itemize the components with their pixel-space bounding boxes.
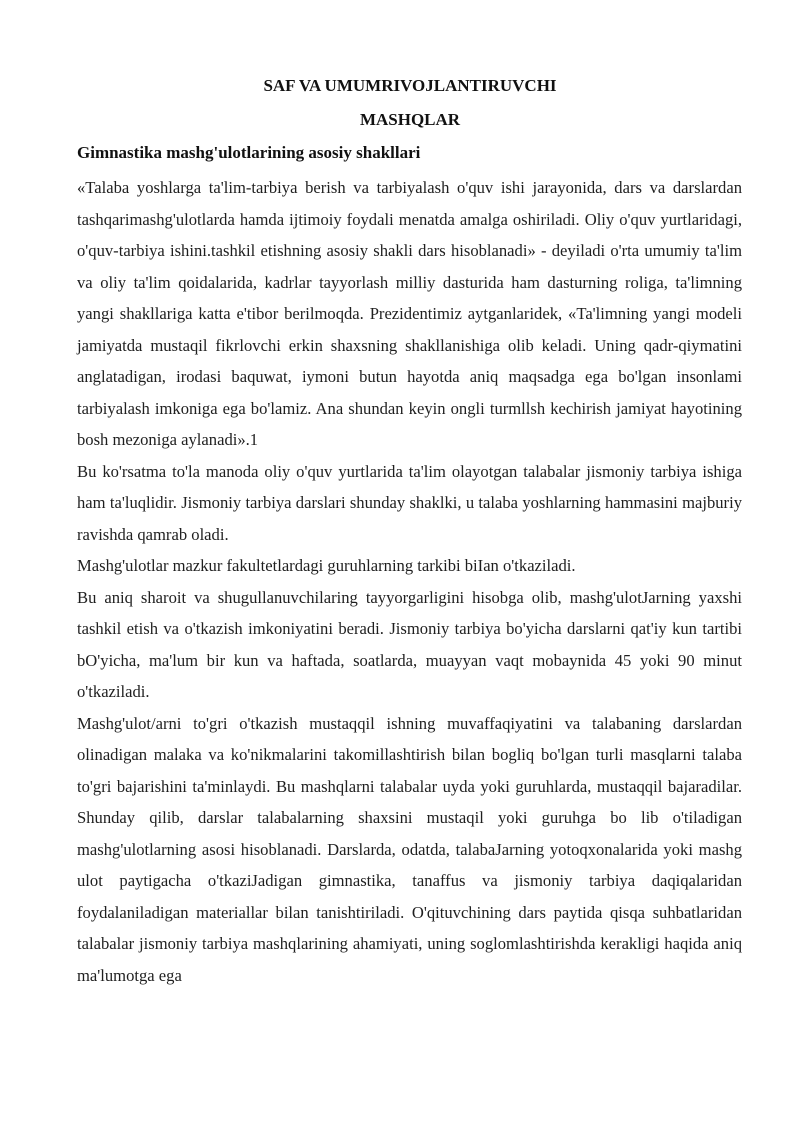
paragraph-3: Mashg'ulotlar mazkur fakultetlardagi guruhlarning tarkibi biIan o'tkaziladi. [77, 556, 576, 575]
paragraph-4: Bu aniq sharoit va shugullanuvchilaring tayyorgarligini hisobga olib, mashg'ulotJarning yaxshi tashkil etish va o'tkazish imkoniyatini beradi. Jismoniy tarbiya bo'yicha darslarni qat'iy kun tartibi bO'yicha, ma'lum bir kun va haftada, soatlarda, muayyan vaqt mobaynida 45 yoki 90 minut o'tkaziladi. [77, 587, 742, 701]
paragraph-2: Bu ko'rsatma to'la manoda oliy o'quv yurtlarida ta'lim olayotgan talabalar jismoniy tarbiya ishiga ham ta'luqlidir. Jismoniy tarbiya darslari shunday shaklki, u talaba yoshlarning hammasini majburiy ravishda qamrab oladi. [77, 461, 742, 544]
document-title-line-2: MASHQLAR [359, 110, 461, 129]
document-title-line-1: SAF VA UMUMRIVOJLANTIRUVCHI [263, 76, 557, 95]
paragraph-5: Mashg'ulot/arni to'gri o'tkazish mustaqqil ishning muvaffaqiyatini va talabaning darslardan olinadigan malaka va ko'nikmalarini takomillashtirish bilan bogliq bo'lgan turli masqlarni talaba to'gri bajarishini ta'minlaydi. Bu mashqlarni talabalar uyda yoki guruhlarda, mustaqqil bajaradilar. Shunday qilib, darslar talabalarning shaxsini mustaqil yoki guruhga bo lib o'tiladigan mashg'ulotlarning asosi hisoblanadi. Darslarda, odatda, talabaJarning yotoqxonalarida yoki mashg ulot paytigacha o'tkaziJadigan gimnastika, tanaffus va jismoniy tarbiya daqiqalaridan foydalaniladigan materiallar bilan tanishtiriladi. O'qituvchining dars paytida qisqa suhbatlaridan talabalar jismoniy tarbiya mashqlarining ahamiyati, uning soglomlashtirishda kerakligi haqida aniq ma'lumotga ega [77, 713, 742, 985]
section-heading: Gimnastika mashg'ulotlarining asosiy shakllari [77, 143, 421, 162]
paragraph-1: «Talaba yoshlarga ta'lim-tarbiya berish va tarbiyalash o'quv ishi jarayonida, dars va darslardan tashqarimashg'ulotlarda hamda ijtimoiy foydali menatda amalga oshiriladi. Oliy o'quv yurtlaridagi, o'quv-tarbiya ishini.tashkil etishning asosiy shakli dars hisoblanadi» - deyiladi o'rta umumiy ta'lim va oliy ta'lim qoidalarida, kadrlar tayyorlash milliy dasturida ham dasturning roliga, ta'limning yangi shakllariga katta e'tibor berilmoqda. Prezidentimiz aytganlaridek, «Ta'limning yangi modeli jamiyatda mustaqil fikrlovchi erkin shaxsning shakllanishiga olib keladi. Uning qadr-qiymatini anglatadigan, irodasi baquwat, iymoni butun hayotda aniq maqsadga ega bo'lgan insonlami tarbiyalash imkoniga ega bo'lamiz. Ana shundan keyin ongli turmllsh kechirish jamiyat hayotining bosh mezoniga aylanadi».1 [77, 178, 742, 449]
document-body [77, 172, 742, 991]
